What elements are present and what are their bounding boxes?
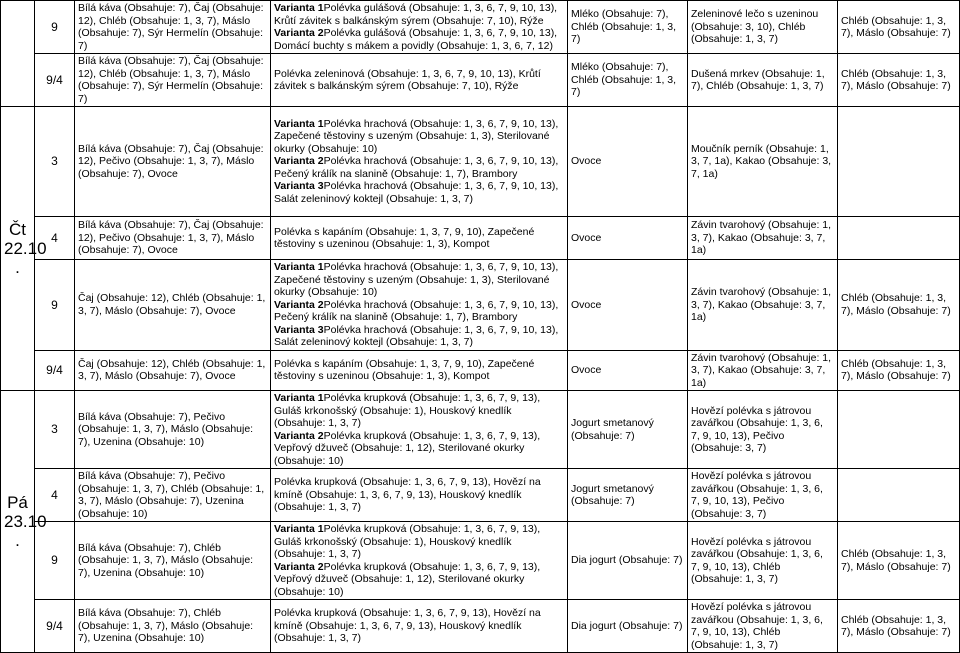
snack-cell: Jogurt smetanový (Obsahuje: 7) xyxy=(568,469,688,522)
snack-cell: Ovoce xyxy=(568,107,688,217)
lunch-cell xyxy=(271,522,568,600)
breakfast-cell: Čaj (Obsahuje: 12), Chléb (Obsahuje: 1, 3, 7), Máslo (Obsahuje: 7), Ovoce xyxy=(75,260,271,351)
diet-cell: 9/4 xyxy=(35,350,75,391)
table-row xyxy=(1,391,960,469)
breakfast-cell: Bílá káva (Obsahuje: 7), Chléb (Obsahuje: 1, 3, 7), Máslo (Obsahuje: 7), Uzenina (Obsahuje: 10) xyxy=(75,522,271,600)
lunch-item: Polévka krupková (Obsahuje: 1, 3, 6, 7, 9, 13), Guláš krkonošský (Obsahuje: 1), Houskový knedlík (Obsahuje: 1, 3, 7) xyxy=(274,392,541,429)
snack-cell: Dia jogurt (Obsahuje: 7) xyxy=(568,600,688,653)
breakfast-cell: Bílá káva (Obsahuje: 7), Čaj (Obsahuje: 12), Pečivo (Obsahuje: 1, 3, 7), Máslo (Obsahuje: 7), Ovoce xyxy=(75,107,271,217)
second-dinner-cell xyxy=(838,107,960,217)
breakfast-cell: Bílá káva (Obsahuje: 7), Chléb (Obsahuje: 1, 3, 7), Máslo (Obsahuje: 7), Uzenina (Obsahuje: 10) xyxy=(75,600,271,653)
diet-cell: 4 xyxy=(35,469,75,522)
day-cell xyxy=(1,1,35,107)
snack-cell: Mléko (Obsahuje: 7), Chléb (Obsahuje: 1, 3, 7) xyxy=(568,54,688,107)
second-dinner-cell xyxy=(838,391,960,469)
lunch-cell xyxy=(271,391,568,469)
day-label: Pá xyxy=(7,493,28,512)
second-dinner-cell: Chléb (Obsahuje: 1, 3, 7), Máslo (Obsahuje: 7) xyxy=(838,350,960,391)
variant-label: Varianta 3 xyxy=(274,323,324,336)
table-row xyxy=(1,107,960,217)
table-row xyxy=(1,1,960,54)
second-dinner-cell: Chléb (Obsahuje: 1, 3, 7), Máslo (Obsahuje: 7) xyxy=(838,54,960,107)
dinner-cell: Závin tvarohový (Obsahuje: 1, 3, 7), Kakao (Obsahuje: 3, 7, 1a) xyxy=(688,260,838,351)
diet-cell: 9/4 xyxy=(35,600,75,653)
variant-label: Varianta 2 xyxy=(274,155,324,168)
dinner-cell: Závin tvarohový (Obsahuje: 1, 3, 7), Kakao (Obsahuje: 3, 7, 1a) xyxy=(688,350,838,391)
second-dinner-cell: Chléb (Obsahuje: 1, 3, 7), Máslo (Obsahuje: 7) xyxy=(838,522,960,600)
breakfast-cell: Bílá káva (Obsahuje: 7), Pečivo (Obsahuje: 1, 3, 7), Máslo (Obsahuje: 7), Uzenina (Obsahuje: 10) xyxy=(75,391,271,469)
variant-label: Varianta 2 xyxy=(274,429,324,442)
snack-cell: Jogurt smetanový (Obsahuje: 7) xyxy=(568,391,688,469)
lunch-cell xyxy=(271,107,568,217)
day-date: 22.10 xyxy=(4,239,47,258)
table-row xyxy=(1,469,960,522)
dinner-cell: Hovězí polévka s játrovou zavářkou (Obsahuje: 1, 3, 6, 7, 9, 10, 13), Chléb (Obsahuje: 1, 3, 7) xyxy=(688,600,838,653)
second-dinner-cell: Chléb (Obsahuje: 1, 3, 7), Máslo (Obsahuje: 7) xyxy=(838,260,960,351)
variant-label: Varianta 1 xyxy=(274,117,324,130)
table-row xyxy=(1,350,960,391)
snack-cell: Ovoce xyxy=(568,217,688,260)
lunch-item: Polévka hrachová (Obsahuje: 1, 3, 6, 7, 9, 10, 13), Pečený králík na slanině (Obsahuje: 1, 7), Brambory xyxy=(274,155,559,180)
breakfast-cell: Bílá káva (Obsahuje: 7), Pečivo (Obsahuje: 1, 3, 7), Chléb (Obsahuje: 1, 3, 7), Máslo (Obsahuje: 7), Uzenina (Obsahuje: 10) xyxy=(75,469,271,522)
diet-cell: 3 xyxy=(35,107,75,217)
breakfast-cell: Bílá káva (Obsahuje: 7), Čaj (Obsahuje: 12), Chléb (Obsahuje: 1, 3, 7), Máslo (Obsahuje: 7), Sýr Hermelín (Obsahuje: 7) xyxy=(75,1,271,54)
diet-cell: 9 xyxy=(35,260,75,351)
day-cell xyxy=(1,107,47,391)
second-dinner-cell xyxy=(838,217,960,260)
variant-label: Varianta 2 xyxy=(274,298,324,311)
day-label: Čt xyxy=(9,220,26,239)
second-dinner-cell xyxy=(838,469,960,522)
breakfast-cell: Bílá káva (Obsahuje: 7), Čaj (Obsahuje: 12), Chléb (Obsahuje: 1, 3, 7), Máslo (Obsahuje: 7), Sýr Hermelín (Obsahuje: 7) xyxy=(75,54,271,107)
table-row xyxy=(1,600,960,653)
lunch-item: Polévka hrachová (Obsahuje: 1, 3, 6, 7, 9, 10, 13), Pečený králík na slanině (Obsahuje: 1, 7), Brambory xyxy=(274,298,559,323)
lunch-item: Polévka hrachová (Obsahuje: 1, 3, 6, 7, 9, 10, 13), Zapečené těstoviny s uzeným (Obsahuje: 1, 3), Sterilované okurky (Obsahuje: 10) xyxy=(274,261,559,298)
lunch-item: Polévka hrachová (Obsahuje: 1, 3, 6, 7, 9, 10, 13), Salát zeleninový koktejl (Obsahuje: 1, 3, 7) xyxy=(274,180,559,205)
breakfast-cell: Bílá káva (Obsahuje: 7), Čaj (Obsahuje: 12), Pečivo (Obsahuje: 1, 3, 7), Máslo (Obsahuje: 7), Ovoce xyxy=(75,217,271,260)
lunch-item: Polévka hrachová (Obsahuje: 1, 3, 6, 7, 9, 10, 13), Salát zeleninový koktejl (Obsahuje: 1, 3, 7) xyxy=(274,323,559,348)
lunch-item: Polévka krupková (Obsahuje: 1, 3, 6, 7, 9, 13), Hovězí na kmíně (Obsahuje: 1, 3, 6, 7, 9, 13), Houskový knedlík (Obsahuje: 1, 3, 7) xyxy=(274,607,541,645)
dinner-cell: Moučník perník (Obsahuje: 1, 3, 7, 1a), Kakao (Obsahuje: 3, 7, 1a) xyxy=(688,107,838,217)
table-row xyxy=(1,260,960,351)
day-cell xyxy=(1,391,47,653)
variant-label: Varianta 2 xyxy=(274,560,324,573)
day-dot: . xyxy=(15,258,20,277)
diet-cell: 9 xyxy=(35,522,75,600)
lunch-item: Polévka gulášová (Obsahuje: 1, 3, 6, 7, 9, 10, 13), Domácí buchty s mákem a povidly (Obsahuje: 1, 3, 6, 7, 12) xyxy=(274,27,558,52)
table-row xyxy=(1,217,960,260)
lunch-item: Polévka gulášová (Obsahuje: 1, 3, 6, 7, 9, 10, 13), Krůtí závitek s balkánským sýrem (Obsahuje: 7, 10), Rýže xyxy=(274,2,558,27)
snack-cell: Ovoce xyxy=(568,350,688,391)
dinner-cell: Zeleninové lečo s uzeninou (Obsahuje: 3, 10), Chléb (Obsahuje: 1, 3, 7) xyxy=(688,1,838,54)
second-dinner-cell: Chléb (Obsahuje: 1, 3, 7), Máslo (Obsahuje: 7) xyxy=(838,600,960,653)
lunch-cell xyxy=(271,54,568,107)
snack-cell: Dia jogurt (Obsahuje: 7) xyxy=(568,522,688,600)
variant-label: Varianta 1 xyxy=(274,392,324,404)
lunch-item: Polévka hrachová (Obsahuje: 1, 3, 6, 7, 9, 10, 13), Zapečené těstoviny s uzeným (Obsahuje: 1, 3), Sterilované okurky (Obsahuje: 10) xyxy=(274,117,559,155)
dinner-cell: Dušená mrkev (Obsahuje: 1, 7), Chléb (Obsahuje: 1, 3, 7) xyxy=(688,54,838,107)
lunch-item: Polévka krupková (Obsahuje: 1, 3, 6, 7, 9, 13), Vepřový džuveč (Obsahuje: 1, 12), Sterilované okurky (Obsahuje: 10) xyxy=(274,429,541,467)
lunch-item: Polévka s kapáním (Obsahuje: 1, 3, 7, 9, 10), Zapečené těstoviny s uzeninou (Obsahuje: 1, 3), Kompot xyxy=(274,225,535,250)
snack-cell: Mléko (Obsahuje: 7), Chléb (Obsahuje: 1, 3, 7) xyxy=(568,1,688,54)
lunch-item: Polévka krupková (Obsahuje: 1, 3, 6, 7, 9, 13), Hovězí na kmíně (Obsahuje: 1, 3, 6, 7, 9, 13), Houskový knedlík (Obsahuje: 1, 3, 7) xyxy=(274,476,541,514)
lunch-cell xyxy=(271,350,568,391)
day-dot: . xyxy=(15,531,20,550)
variant-label: Varianta 1 xyxy=(274,523,324,535)
lunch-item: Polévka zeleninová (Obsahuje: 1, 3, 6, 7, 9, 10, 13), Krůtí závitek s balkánským sýrem (Obsahuje: 7, 10), Rýže xyxy=(274,67,541,92)
day-date: 23.10 xyxy=(4,512,47,531)
variant-label: Varianta 1 xyxy=(274,261,324,273)
lunch-item: Polévka krupková (Obsahuje: 1, 3, 6, 7, 9, 13), Vepřový džuveč (Obsahuje: 1, 12), Sterilované okurky (Obsahuje: 10) xyxy=(274,560,541,598)
dinner-cell: Hovězí polévka s játrovou zavářkou (Obsahuje: 1, 3, 6, 7, 9, 10, 13), Pečivo (Obsahuje: 3, 7) xyxy=(688,391,838,469)
dinner-cell: Hovězí polévka s játrovou zavářkou (Obsahuje: 1, 3, 6, 7, 9, 10, 13), Pečivo (Obsahuje: 3, 7) xyxy=(688,469,838,522)
lunch-item: Polévka s kapáním (Obsahuje: 1, 3, 7, 9, 10), Zapečené těstoviny s uzeninou (Obsahuje: 1, 3), Kompot xyxy=(274,357,535,383)
table-row xyxy=(1,54,960,107)
second-dinner-cell: Chléb (Obsahuje: 1, 3, 7), Máslo (Obsahuje: 7) xyxy=(838,1,960,54)
diet-cell: 9/4 xyxy=(35,54,75,107)
lunch-cell xyxy=(271,217,568,260)
table-row xyxy=(1,522,960,600)
variant-label: Varianta 3 xyxy=(274,180,324,193)
snack-cell: Ovoce xyxy=(568,260,688,351)
lunch-cell xyxy=(271,600,568,653)
dinner-cell: Hovězí polévka s játrovou zavářkou (Obsahuje: 1, 3, 6, 7, 9, 10, 13), Chléb (Obsahuje: 1, 3, 7) xyxy=(688,522,838,600)
variant-label: Varianta 1 xyxy=(274,2,324,14)
variant-label: Varianta 2 xyxy=(274,27,324,39)
diet-cell: 4 xyxy=(35,217,75,260)
lunch-cell xyxy=(271,1,568,54)
diet-cell: 9 xyxy=(35,1,75,54)
lunch-item: Polévka krupková (Obsahuje: 1, 3, 6, 7, 9, 13), Guláš krkonošský (Obsahuje: 1), Houskový knedlík (Obsahuje: 1, 3, 7) xyxy=(274,523,541,560)
lunch-cell xyxy=(271,469,568,522)
dinner-cell: Závin tvarohový (Obsahuje: 1, 3, 7), Kakao (Obsahuje: 3, 7, 1a) xyxy=(688,217,838,260)
breakfast-cell: Čaj (Obsahuje: 12), Chléb (Obsahuje: 1, 3, 7), Máslo (Obsahuje: 7), Ovoce xyxy=(75,350,271,391)
diet-cell: 3 xyxy=(35,391,75,469)
lunch-cell xyxy=(271,260,568,351)
